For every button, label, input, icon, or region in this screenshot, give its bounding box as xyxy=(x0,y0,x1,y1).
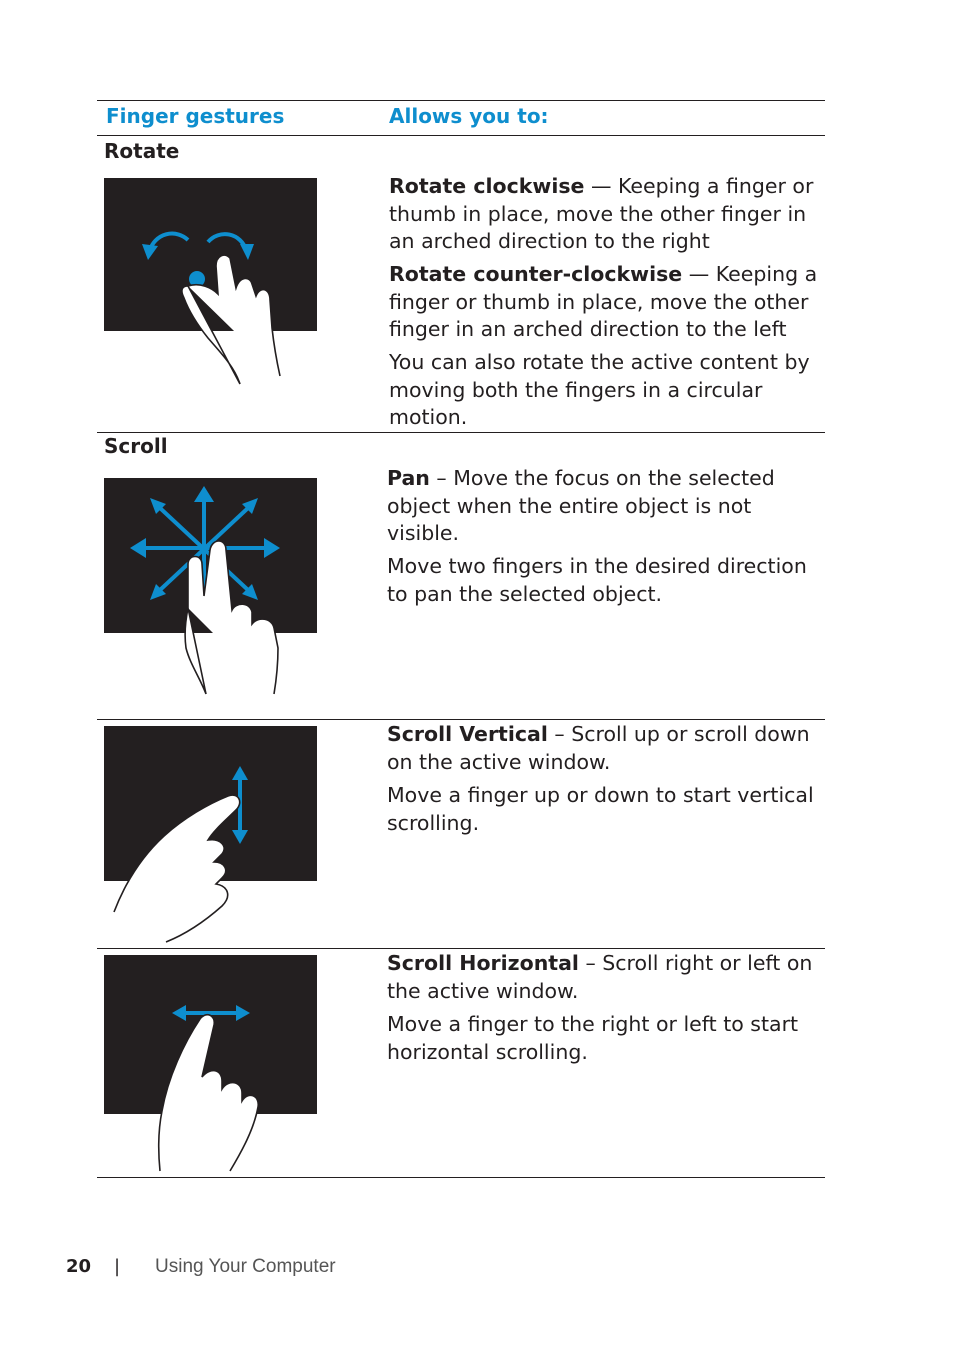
footer-separator: | xyxy=(114,1256,121,1277)
table-bottom-rule xyxy=(97,1177,825,1178)
rotate-both-fingers-description: You can also rotate the active content by moving both the fingers in a circular motion. xyxy=(389,350,810,429)
page-number: 20 xyxy=(66,1256,92,1277)
column-header-allows: Allows you to: xyxy=(389,104,549,128)
section-label-scroll: Scroll xyxy=(104,434,168,458)
scroll-vertical-title: Scroll Vertical xyxy=(387,722,548,746)
scroll-horizontal-title: Scroll Horizontal xyxy=(387,951,579,975)
scroll-vertical-description xyxy=(387,721,823,776)
pan-row-rule xyxy=(97,719,825,720)
pan-description xyxy=(387,465,823,548)
table-top-rule xyxy=(97,100,825,101)
scroll-horizontal-instruction: Move a finger to the right or left to start horizontal scrolling. xyxy=(387,1012,799,1064)
scroll-vertical-text: – Scroll up or scroll down on the active window. xyxy=(387,722,810,774)
rotate-gesture-icon xyxy=(104,178,324,388)
pan-text: – Move the focus on the selected object when the entire object is not visible. xyxy=(387,466,775,545)
pan-gesture-icon xyxy=(104,478,324,694)
rotate-counter-clockwise-title: Rotate counter-clockwise xyxy=(389,262,683,286)
scroll-horizontal-description xyxy=(387,950,823,1005)
scroll-horizontal-text: – Scroll right or left on the active window. xyxy=(387,951,813,1003)
scroll-horizontal-gesture-icon xyxy=(104,955,324,1173)
rotate-clockwise-text: — Keeping a finger or thumb in place, move the other finger in an arched direction to the right xyxy=(389,174,814,253)
footer-section-title: Using Your Computer xyxy=(155,1256,336,1277)
vertical-row-rule xyxy=(97,948,825,949)
pan-title: Pan xyxy=(387,466,430,490)
section-label-rotate: Rotate xyxy=(104,139,180,163)
rotate-clockwise-title: Rotate clockwise xyxy=(389,174,585,198)
pan-instruction: Move two fingers in the desired direction to pan the selected object. xyxy=(387,554,807,606)
rotate-counter-clockwise-text: — Keeping a finger or thumb in place, move the other finger in an arched direction to the left xyxy=(389,262,818,341)
column-header-gestures: Finger gestures xyxy=(106,104,285,128)
rotate-section-rule xyxy=(97,432,825,433)
rotate-clockwise-description xyxy=(389,173,825,256)
rotate-counter-clockwise-description xyxy=(389,261,825,344)
scroll-vertical-instruction: Move a finger up or down to start vertical scrolling. xyxy=(387,783,814,835)
scroll-vertical-gesture-icon xyxy=(104,726,324,944)
table-header-rule xyxy=(97,135,825,136)
